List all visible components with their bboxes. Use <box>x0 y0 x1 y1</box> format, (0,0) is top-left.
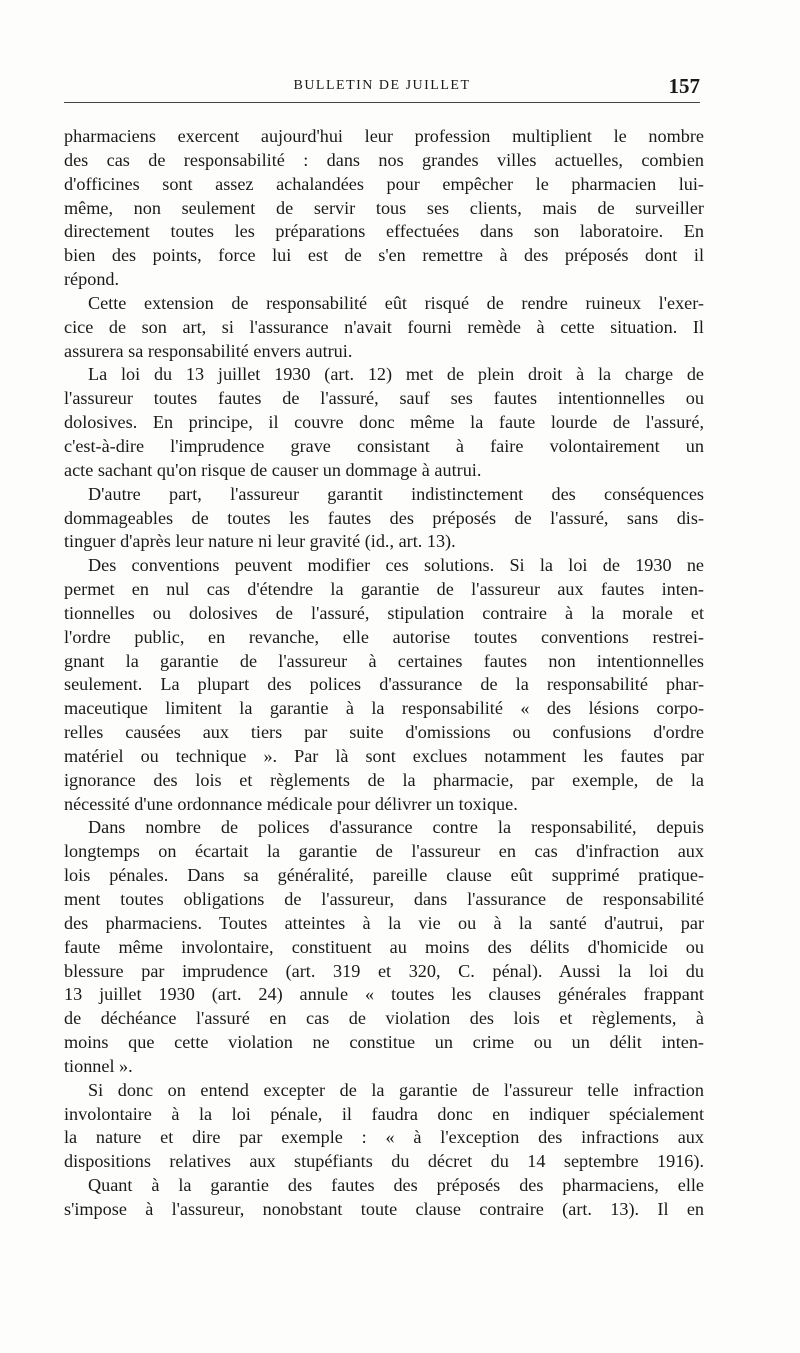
text-line: D'autre part, l'assureur garantit indistinctement des conséquences <box>88 483 704 504</box>
text-line: Des conventions peuvent modifier ces solutions. Si la loi de 1930 ne <box>88 555 704 576</box>
text-line: tinguer d'après leur nature ni leur gravité (id., art. 13). <box>64 531 456 552</box>
text-line: permet en nul cas d'étendre la garantie de l'assureur aux fautes inten- <box>64 579 704 600</box>
text-line: Quant à la garantie des fautes des préposés des pharmaciens, elle <box>88 1175 704 1196</box>
text-line: relles causées aux tiers par suite d'omissions ou confusions d'ordre <box>64 722 704 743</box>
running-header <box>64 74 700 100</box>
text-line: dolosives. En principe, il couvre donc même la faute lourde de l'assuré, <box>64 412 704 433</box>
page-number: 157 <box>668 74 700 98</box>
text-line: l'assureur toutes fautes de l'assuré, sauf ses fautes intentionnelles ou <box>64 388 704 409</box>
text-line: assurera sa responsabilité envers autrui. <box>64 340 353 361</box>
text-line: lois pénales. Dans sa généralité, pareille clause eût supprimé pratique- <box>64 865 704 886</box>
text-line: dispositions relatives aux stupéfiants du décret du 14 septembre 1916). <box>64 1151 704 1172</box>
text-line: La loi du 13 juillet 1930 (art. 12) met de plein droit à la charge de <box>88 364 704 385</box>
text-line: maceutique limitent la garantie à la responsabilité « des lésions corpo- <box>64 698 704 719</box>
text-line: moins que cette violation ne constitue un crime ou un délit inten- <box>64 1032 704 1053</box>
text-line: blessure par imprudence (art. 319 et 320, C. pénal). Aussi la loi du <box>64 960 704 981</box>
text-line: Dans nombre de polices d'assurance contre la responsabilité, depuis <box>88 817 704 838</box>
text-line: de déchéance l'assuré en cas de violation des lois et règlements, à <box>64 1008 704 1029</box>
text-line: c'est-à-dire l'imprudence grave consistant à faire volontairement un <box>64 435 704 456</box>
running-title: BULLETIN DE JUILLET <box>293 78 471 93</box>
text-line: bien des points, force lui est de s'en remettre à des préposés dont il <box>64 245 704 266</box>
text-line: l'ordre public, en revanche, elle autorise toutes conventions restrei- <box>64 626 704 647</box>
text-line: pharmaciens exercent aujourd'hui leur profession multiplient le nombre <box>64 126 704 146</box>
text-line: gnant la garantie de l'assureur à certaines fautes non intentionnelles <box>64 650 704 671</box>
text-line: s'impose à l'assureur, nonobstant toute clause contraire (art. 13). Il en <box>64 1198 704 1219</box>
text-line: ment toutes obligations de l'assureur, dans l'assurance de responsabilité <box>64 889 704 909</box>
text-line: matériel ou technique ». Par là sont exclues notamment les fautes par <box>64 745 704 766</box>
text-line: Cette extension de responsabilité eût risqué de rendre ruineux l'exer- <box>88 292 704 313</box>
text-line: nécessité d'une ordonnance médicale pour délivrer un toxique. <box>64 793 518 814</box>
text-line: d'officines sont assez achalandées pour empêcher le pharmacien lui- <box>64 173 704 194</box>
header-rule <box>64 102 700 103</box>
text-line: cice de son art, si l'assurance n'avait fourni remède à cette situation. Il <box>64 316 704 337</box>
text-line: Si donc on entend excepter de la garantie de l'assureur telle infraction <box>88 1079 704 1100</box>
text-line: dommageables de toutes les fautes des préposés de l'assuré, sans dis- <box>64 507 704 528</box>
text-line: directement toutes les préparations effectuées dans son laboratoire. En <box>64 221 704 242</box>
body-text <box>64 125 704 1222</box>
text-line: involontaire à la loi pénale, il faudra donc en indiquer spécialement <box>64 1103 704 1124</box>
text-line: acte sachant qu'on risque de causer un dommage à autrui. <box>64 459 482 480</box>
text-line: ignorance des lois et règlements de la pharmacie, par exemple, de la <box>64 769 704 790</box>
text-line: 13 juillet 1930 (art. 24) annule « toutes les clauses générales frappant <box>64 984 704 1005</box>
text-line: seulement. La plupart des polices d'assurance de la responsabilité phar- <box>64 674 704 695</box>
text-line: des pharmaciens. Toutes atteintes à la vie ou à la santé d'autrui, par <box>64 912 704 933</box>
text-line: la nature et dire par exemple : « à l'exception des infractions aux <box>64 1127 704 1148</box>
text-line: même, non seulement de servir tous ses clients, mais de surveiller <box>64 197 704 218</box>
text-line: tionnelles ou dolosives de l'assuré, stipulation contraire à la morale et <box>64 602 704 623</box>
text-line: longtemps on écartait la garantie de l'assureur en cas d'infraction aux <box>64 841 704 862</box>
text-line: des cas de responsabilité : dans nos grandes villes actuelles, combien <box>64 149 704 170</box>
text-line: répond. <box>64 269 120 290</box>
text-line: tionnel ». <box>64 1055 133 1076</box>
text-line: faute même involontaire, constituent au moins des délits d'homicide ou <box>64 936 704 957</box>
